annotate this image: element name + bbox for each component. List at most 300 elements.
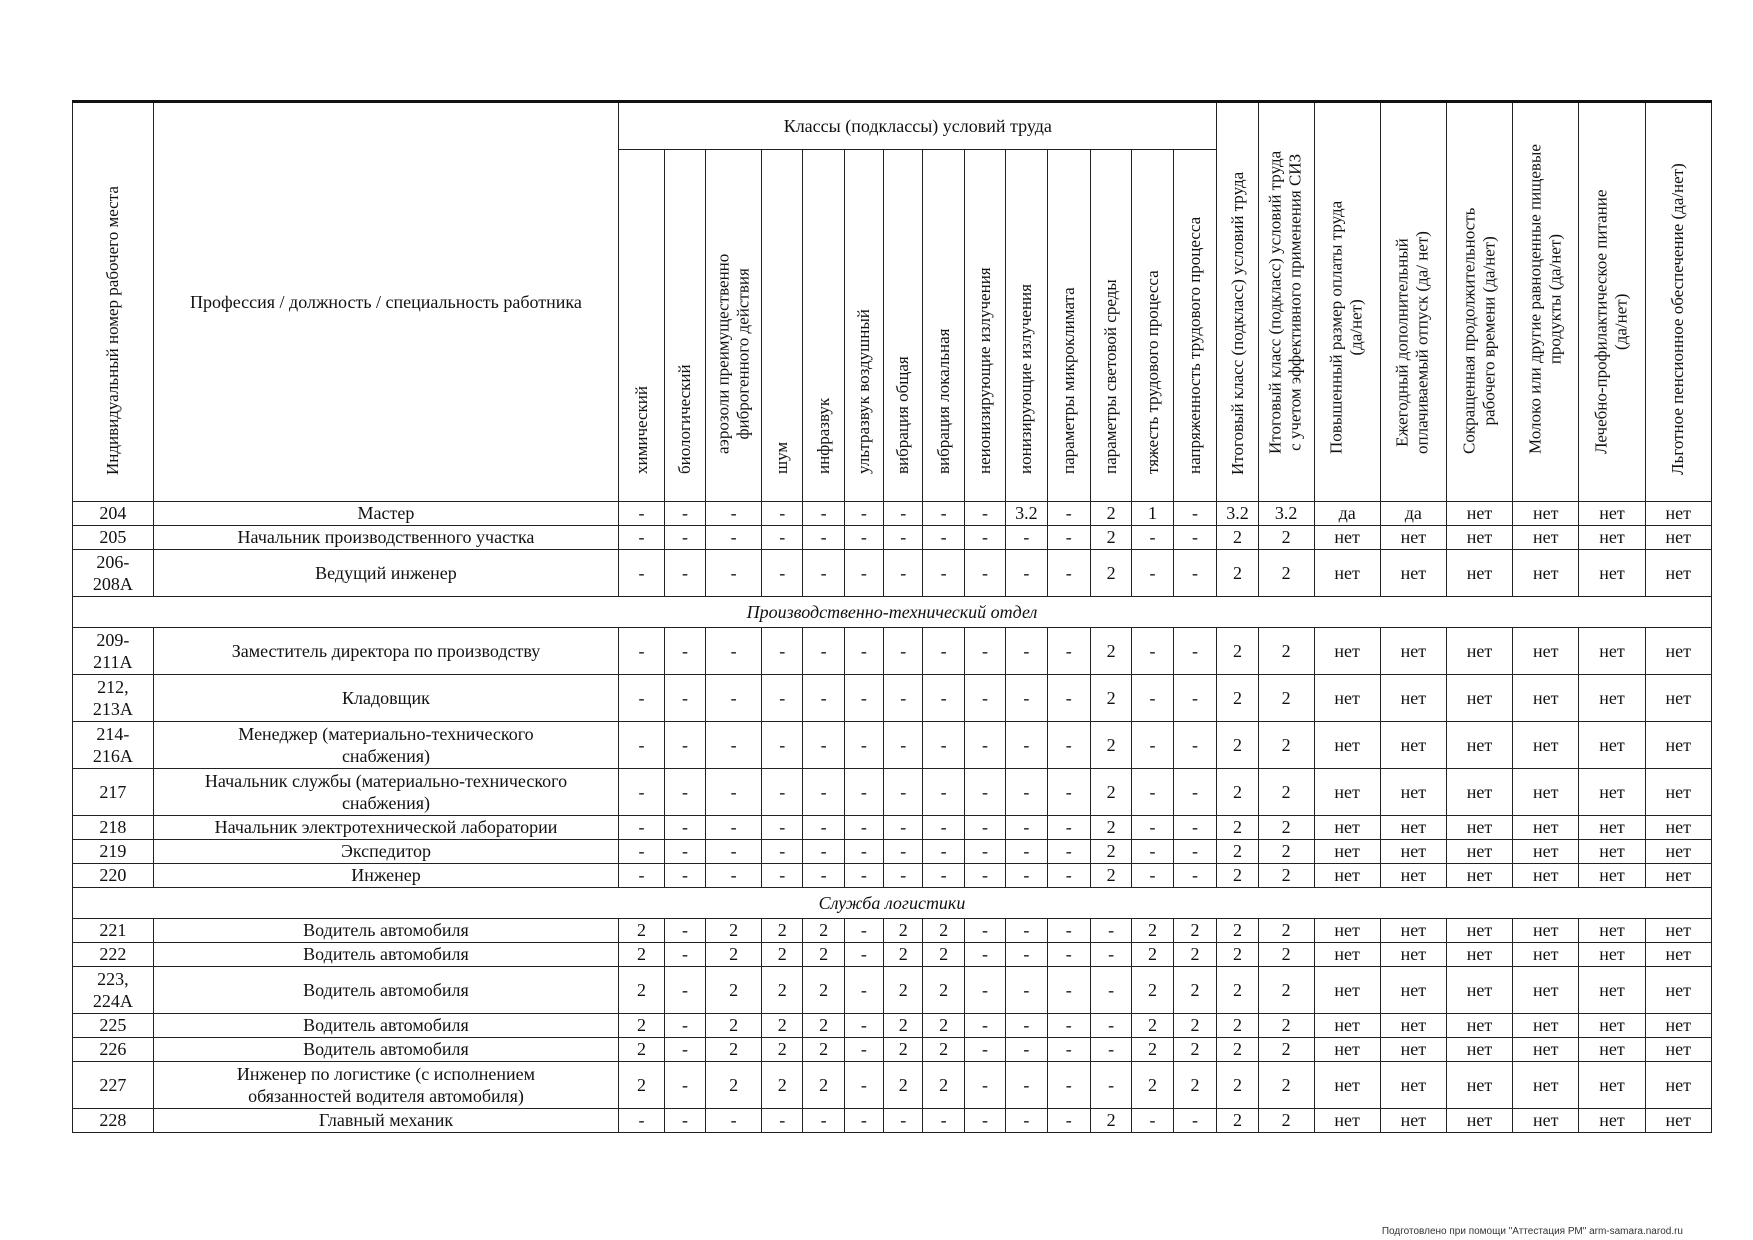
value-cell: - xyxy=(1006,919,1047,943)
value-cell: 2 xyxy=(762,1038,803,1062)
profession-cell: Главный механик xyxy=(153,1109,619,1133)
value-cell: - xyxy=(762,526,803,550)
value-cell: - xyxy=(844,840,883,864)
value-cell: 2 xyxy=(1132,1038,1173,1062)
value-cell: нет xyxy=(1645,1109,1711,1133)
value-cell: 2 xyxy=(923,1062,964,1109)
value-cell: - xyxy=(664,1014,705,1038)
workplace-number-cell: 204 xyxy=(73,502,154,526)
header-extra-0 xyxy=(1314,102,1380,502)
value-cell: 2 xyxy=(1258,1038,1314,1062)
value-cell: - xyxy=(923,1109,964,1133)
value-cell: нет xyxy=(1446,628,1512,675)
value-cell: - xyxy=(1006,1109,1047,1133)
value-cell: - xyxy=(1173,769,1217,816)
header-factor-5 xyxy=(844,150,883,502)
value-cell: - xyxy=(964,722,1005,769)
value-cell: - xyxy=(762,550,803,597)
value-cell: - xyxy=(706,769,762,816)
value-cell: - xyxy=(1047,1062,1090,1109)
profession-cell: Ведущий инженер xyxy=(153,550,619,597)
value-cell: - xyxy=(964,675,1005,722)
value-cell: нет xyxy=(1446,1109,1512,1133)
workplace-number-cell: 223, 224А xyxy=(73,967,154,1014)
value-cell: - xyxy=(706,675,762,722)
value-cell: нет xyxy=(1513,1109,1579,1133)
value-cell: 2 xyxy=(884,967,923,1014)
header-factor-0 xyxy=(619,150,665,502)
footer-note: Подготовлено при помощи "Аттестация РМ" arm-samara.narod.ru xyxy=(1381,1226,1683,1237)
value-cell: нет xyxy=(1314,919,1380,943)
table-row xyxy=(73,1062,1712,1109)
value-cell: 2 xyxy=(619,967,665,1014)
value-cell: - xyxy=(706,502,762,526)
value-cell: 2 xyxy=(1217,840,1258,864)
header-final-class-label: Итоговый класс (подкласс) условий труда xyxy=(1227,171,1247,475)
profession-cell: Водитель автомобиля xyxy=(153,1014,619,1038)
value-cell: 2 xyxy=(1258,816,1314,840)
value-cell: 2 xyxy=(706,1062,762,1109)
value-cell: - xyxy=(664,1062,705,1109)
value-cell: - xyxy=(964,550,1005,597)
header-classes-group-label: Классы (подклассы) условий труда xyxy=(783,115,1052,136)
value-cell: - xyxy=(844,864,883,888)
value-cell: - xyxy=(923,864,964,888)
value-cell: - xyxy=(1132,675,1173,722)
value-cell: нет xyxy=(1579,919,1645,943)
value-cell: нет xyxy=(1579,502,1645,526)
value-cell: 2 xyxy=(1258,919,1314,943)
table-row xyxy=(73,526,1712,550)
header-factor-8 xyxy=(964,150,1005,502)
value-cell: нет xyxy=(1579,1109,1645,1133)
value-cell: 2 xyxy=(803,1014,844,1038)
profession-cell: Начальник службы (материально-технического снабжения) xyxy=(153,769,619,816)
table-row xyxy=(73,502,1712,526)
value-cell: нет xyxy=(1513,1038,1579,1062)
value-cell: 2 xyxy=(1090,816,1131,840)
value-cell: - xyxy=(706,628,762,675)
value-cell: нет xyxy=(1645,526,1711,550)
header-factor-12 xyxy=(1132,150,1173,502)
value-cell: - xyxy=(923,675,964,722)
value-cell: - xyxy=(1006,967,1047,1014)
value-cell: 2 xyxy=(762,967,803,1014)
value-cell: - xyxy=(619,550,665,597)
value-cell: - xyxy=(923,722,964,769)
value-cell: 2 xyxy=(706,919,762,943)
value-cell: нет xyxy=(1314,1038,1380,1062)
value-cell: - xyxy=(844,502,883,526)
value-cell: 2 xyxy=(706,1014,762,1038)
value-cell: 2 xyxy=(1217,526,1258,550)
value-cell: - xyxy=(706,722,762,769)
value-cell: 2 xyxy=(884,1062,923,1109)
header-extra-5-label: Льготное пенсионное обеспечение (да/нет) xyxy=(1668,162,1688,475)
value-cell: - xyxy=(664,526,705,550)
value-cell: - xyxy=(1173,502,1217,526)
value-cell: нет xyxy=(1645,1014,1711,1038)
value-cell: нет xyxy=(1579,967,1645,1014)
value-cell: 2 xyxy=(1090,840,1131,864)
value-cell: - xyxy=(1047,1014,1090,1038)
value-cell: - xyxy=(1006,864,1047,888)
profession-cell: Инженер xyxy=(153,864,619,888)
value-cell: нет xyxy=(1446,722,1512,769)
value-cell: - xyxy=(762,1109,803,1133)
profession-cell: Начальник производственного участка xyxy=(153,526,619,550)
value-cell: нет xyxy=(1380,1014,1446,1038)
value-cell: - xyxy=(923,840,964,864)
value-cell: - xyxy=(803,722,844,769)
value-cell: - xyxy=(1047,840,1090,864)
value-cell: нет xyxy=(1314,628,1380,675)
value-cell: - xyxy=(844,1038,883,1062)
workplace-number-cell: 226 xyxy=(73,1038,154,1062)
value-cell: - xyxy=(1006,628,1047,675)
workplace-number-cell: 218 xyxy=(73,816,154,840)
profession-cell: Заместитель директора по производству xyxy=(153,628,619,675)
value-cell: - xyxy=(1132,1109,1173,1133)
workplace-number-cell: 206- 208А xyxy=(73,550,154,597)
workplace-number-cell: 221 xyxy=(73,919,154,943)
value-cell: - xyxy=(1006,1014,1047,1038)
table-row xyxy=(73,816,1712,840)
workplace-number-cell: 220 xyxy=(73,864,154,888)
value-cell: нет xyxy=(1380,919,1446,943)
value-cell: - xyxy=(803,502,844,526)
value-cell: - xyxy=(923,816,964,840)
value-cell: 2 xyxy=(1090,550,1131,597)
profession-cell: Водитель автомобиля xyxy=(153,919,619,943)
value-cell: 2 xyxy=(884,1014,923,1038)
value-cell: 2 xyxy=(762,943,803,967)
value-cell: 2 xyxy=(1217,1109,1258,1133)
value-cell: нет xyxy=(1314,840,1380,864)
value-cell: - xyxy=(762,628,803,675)
value-cell: 2 xyxy=(1132,1014,1173,1038)
header-row-top xyxy=(73,102,1712,150)
value-cell: 2 xyxy=(1090,1109,1131,1133)
value-cell: 3.2 xyxy=(1217,502,1258,526)
header-classes-group xyxy=(619,102,1217,150)
value-cell: - xyxy=(1047,943,1090,967)
value-cell: - xyxy=(844,967,883,1014)
value-cell: 2 xyxy=(1132,1062,1173,1109)
value-cell: нет xyxy=(1513,816,1579,840)
header-profession-label: Профессия / должность / специальность работника xyxy=(190,291,582,312)
value-cell: нет xyxy=(1645,1062,1711,1109)
value-cell: - xyxy=(923,502,964,526)
value-cell: 2 xyxy=(1217,919,1258,943)
value-cell: нет xyxy=(1446,840,1512,864)
value-cell: 2 xyxy=(1258,675,1314,722)
header-factor-11 xyxy=(1090,150,1131,502)
header-extra-2-label: Сокращенная продолжительность рабочего времени (да/нет) xyxy=(1459,207,1499,455)
table-row xyxy=(73,1109,1712,1133)
value-cell: - xyxy=(706,840,762,864)
value-cell: - xyxy=(1047,675,1090,722)
value-cell: - xyxy=(964,943,1005,967)
value-cell: нет xyxy=(1314,864,1380,888)
workplace-number-cell: 209- 211А xyxy=(73,628,154,675)
value-cell: - xyxy=(619,1109,665,1133)
value-cell: - xyxy=(803,675,844,722)
value-cell: нет xyxy=(1579,675,1645,722)
value-cell: - xyxy=(664,967,705,1014)
profession-cell: Водитель автомобиля xyxy=(153,943,619,967)
value-cell: 2 xyxy=(1258,840,1314,864)
workplace-number-cell: 227 xyxy=(73,1062,154,1109)
section-title: Производственно-технический отдел xyxy=(73,597,1712,628)
value-cell: нет xyxy=(1380,943,1446,967)
value-cell: нет xyxy=(1579,864,1645,888)
value-cell: - xyxy=(706,816,762,840)
value-cell: 2 xyxy=(762,1014,803,1038)
value-cell: нет xyxy=(1380,722,1446,769)
value-cell: нет xyxy=(1579,816,1645,840)
header-factor-label: шум xyxy=(772,441,792,475)
table-row xyxy=(73,1038,1712,1062)
value-cell: нет xyxy=(1579,628,1645,675)
value-cell: - xyxy=(619,864,665,888)
value-cell: - xyxy=(664,943,705,967)
value-cell: - xyxy=(803,816,844,840)
value-cell: 2 xyxy=(1258,1014,1314,1038)
value-cell: 2 xyxy=(1090,526,1131,550)
value-cell: 2 xyxy=(884,1038,923,1062)
value-cell: - xyxy=(1006,816,1047,840)
profession-cell: Водитель автомобиля xyxy=(153,1038,619,1062)
value-cell: - xyxy=(884,864,923,888)
workplace-number-cell: 225 xyxy=(73,1014,154,1038)
header-factor-2 xyxy=(706,150,762,502)
value-cell: - xyxy=(619,526,665,550)
value-cell: - xyxy=(1132,769,1173,816)
section-title: Служба логистики xyxy=(73,888,1712,919)
value-cell: - xyxy=(1173,864,1217,888)
value-cell: 2 xyxy=(1258,722,1314,769)
value-cell: 2 xyxy=(1258,1062,1314,1109)
value-cell: 2 xyxy=(1217,1014,1258,1038)
value-cell: - xyxy=(1006,722,1047,769)
value-cell: нет xyxy=(1513,502,1579,526)
value-cell: - xyxy=(619,722,665,769)
value-cell: 2 xyxy=(1217,1062,1258,1109)
value-cell: нет xyxy=(1645,816,1711,840)
header-factor-label: параметры световой среды xyxy=(1100,279,1120,475)
header-factor-label: тяжесть трудового процесса xyxy=(1142,270,1162,475)
value-cell: - xyxy=(964,1062,1005,1109)
value-cell: 2 xyxy=(1132,943,1173,967)
header-factor-label: параметры микроклимата xyxy=(1058,287,1078,475)
value-cell: нет xyxy=(1314,1109,1380,1133)
value-cell: 2 xyxy=(1217,816,1258,840)
value-cell: нет xyxy=(1579,769,1645,816)
value-cell: - xyxy=(664,919,705,943)
value-cell: - xyxy=(844,675,883,722)
value-cell: - xyxy=(923,526,964,550)
section-row xyxy=(73,888,1712,919)
value-cell: да xyxy=(1380,502,1446,526)
value-cell: - xyxy=(664,1109,705,1133)
value-cell: нет xyxy=(1446,943,1512,967)
value-cell: 2 xyxy=(619,1062,665,1109)
value-cell: - xyxy=(1006,550,1047,597)
value-cell: - xyxy=(1173,1109,1217,1133)
value-cell: - xyxy=(844,526,883,550)
value-cell: - xyxy=(1047,526,1090,550)
value-cell: нет xyxy=(1314,769,1380,816)
value-cell: - xyxy=(1047,816,1090,840)
value-cell: - xyxy=(884,526,923,550)
value-cell: - xyxy=(1173,816,1217,840)
value-cell: нет xyxy=(1380,769,1446,816)
value-cell: 2 xyxy=(706,967,762,1014)
table-row xyxy=(73,967,1712,1014)
value-cell: 2 xyxy=(1217,550,1258,597)
value-cell: 2 xyxy=(803,943,844,967)
value-cell: - xyxy=(964,502,1005,526)
value-cell: 2 xyxy=(1258,628,1314,675)
value-cell: нет xyxy=(1513,769,1579,816)
header-factor-10 xyxy=(1047,150,1090,502)
value-cell: 2 xyxy=(706,1038,762,1062)
value-cell: - xyxy=(664,840,705,864)
value-cell: нет xyxy=(1579,1062,1645,1109)
value-cell: 2 xyxy=(1258,550,1314,597)
value-cell: нет xyxy=(1314,1062,1380,1109)
value-cell: нет xyxy=(1645,919,1711,943)
value-cell: - xyxy=(803,1109,844,1133)
header-factor-7 xyxy=(923,150,964,502)
value-cell: нет xyxy=(1645,840,1711,864)
value-cell: - xyxy=(923,628,964,675)
value-cell: 2 xyxy=(1217,943,1258,967)
table-row xyxy=(73,769,1712,816)
value-cell: 2 xyxy=(1173,1062,1217,1109)
value-cell: нет xyxy=(1645,1038,1711,1062)
value-cell: нет xyxy=(1645,722,1711,769)
value-cell: нет xyxy=(1645,550,1711,597)
header-factor-label: ионизирующие излучения xyxy=(1016,284,1036,475)
profession-cell: Инженер по логистике (с исполнением обязанностей водителя автомобиля) xyxy=(153,1062,619,1109)
header-extra-1-label: Ежегодный дополнительный оплачиваемый отпуск (да/ нет) xyxy=(1392,231,1433,455)
value-cell: - xyxy=(964,1038,1005,1062)
value-cell: нет xyxy=(1579,550,1645,597)
value-cell: - xyxy=(884,502,923,526)
header-profession xyxy=(153,102,619,502)
value-cell: - xyxy=(1006,526,1047,550)
value-cell: нет xyxy=(1645,502,1711,526)
header-factor-label: вибрация локальная xyxy=(933,328,953,475)
table-row xyxy=(73,919,1712,943)
value-cell: - xyxy=(844,550,883,597)
value-cell: нет xyxy=(1446,864,1512,888)
value-cell: - xyxy=(619,816,665,840)
value-cell: 2 xyxy=(884,943,923,967)
value-cell: - xyxy=(619,502,665,526)
header-final-class-ppe xyxy=(1258,102,1314,502)
value-cell: 2 xyxy=(1090,675,1131,722)
value-cell: - xyxy=(884,628,923,675)
value-cell: 2 xyxy=(1173,1038,1217,1062)
value-cell: нет xyxy=(1446,1038,1512,1062)
value-cell: 2 xyxy=(762,919,803,943)
value-cell: - xyxy=(964,1014,1005,1038)
value-cell: 2 xyxy=(1090,628,1131,675)
value-cell: нет xyxy=(1513,943,1579,967)
value-cell: нет xyxy=(1380,840,1446,864)
workplace-number-cell: 217 xyxy=(73,769,154,816)
value-cell: нет xyxy=(1513,1014,1579,1038)
value-cell: - xyxy=(803,526,844,550)
value-cell: нет xyxy=(1645,967,1711,1014)
value-cell: - xyxy=(884,722,923,769)
value-cell: 2 xyxy=(619,943,665,967)
header-factor-4 xyxy=(803,150,844,502)
value-cell: - xyxy=(884,550,923,597)
value-cell: нет xyxy=(1314,526,1380,550)
value-cell: - xyxy=(762,675,803,722)
value-cell: - xyxy=(619,675,665,722)
value-cell: нет xyxy=(1380,1109,1446,1133)
value-cell: - xyxy=(706,550,762,597)
workplace-number-cell: 228 xyxy=(73,1109,154,1133)
value-cell: нет xyxy=(1380,1062,1446,1109)
value-cell: - xyxy=(1047,967,1090,1014)
value-cell: 2 xyxy=(923,1038,964,1062)
value-cell: 2 xyxy=(1217,675,1258,722)
value-cell: 2 xyxy=(1173,919,1217,943)
header-factor-9 xyxy=(1006,150,1047,502)
value-cell: - xyxy=(964,526,1005,550)
value-cell: нет xyxy=(1645,628,1711,675)
header-extra-4-label: Лечебно-профилактическое питание (да/нет) xyxy=(1591,189,1631,455)
value-cell: - xyxy=(762,502,803,526)
table-row xyxy=(73,550,1712,597)
value-cell: 2 xyxy=(619,1014,665,1038)
value-cell: - xyxy=(1006,943,1047,967)
header-extra-5 xyxy=(1645,102,1711,502)
value-cell: - xyxy=(1090,967,1131,1014)
value-cell: - xyxy=(664,769,705,816)
value-cell: 2 xyxy=(1090,502,1131,526)
value-cell: 2 xyxy=(923,919,964,943)
value-cell: нет xyxy=(1380,1038,1446,1062)
profession-cell: Экспедитор xyxy=(153,840,619,864)
value-cell: - xyxy=(964,840,1005,864)
header-factor-3 xyxy=(762,150,803,502)
value-cell: нет xyxy=(1579,722,1645,769)
value-cell: - xyxy=(664,550,705,597)
value-cell: - xyxy=(844,769,883,816)
value-cell: - xyxy=(1173,526,1217,550)
value-cell: - xyxy=(1132,526,1173,550)
value-cell: 2 xyxy=(1132,919,1173,943)
value-cell: 2 xyxy=(619,1038,665,1062)
header-extra-2 xyxy=(1446,102,1512,502)
value-cell: нет xyxy=(1513,526,1579,550)
value-cell: нет xyxy=(1513,1062,1579,1109)
value-cell: 2 xyxy=(803,1038,844,1062)
value-cell: 2 xyxy=(1090,722,1131,769)
value-cell: - xyxy=(1047,722,1090,769)
value-cell: - xyxy=(1132,628,1173,675)
value-cell: 2 xyxy=(803,919,844,943)
value-cell: - xyxy=(844,943,883,967)
value-cell: - xyxy=(1090,1014,1131,1038)
